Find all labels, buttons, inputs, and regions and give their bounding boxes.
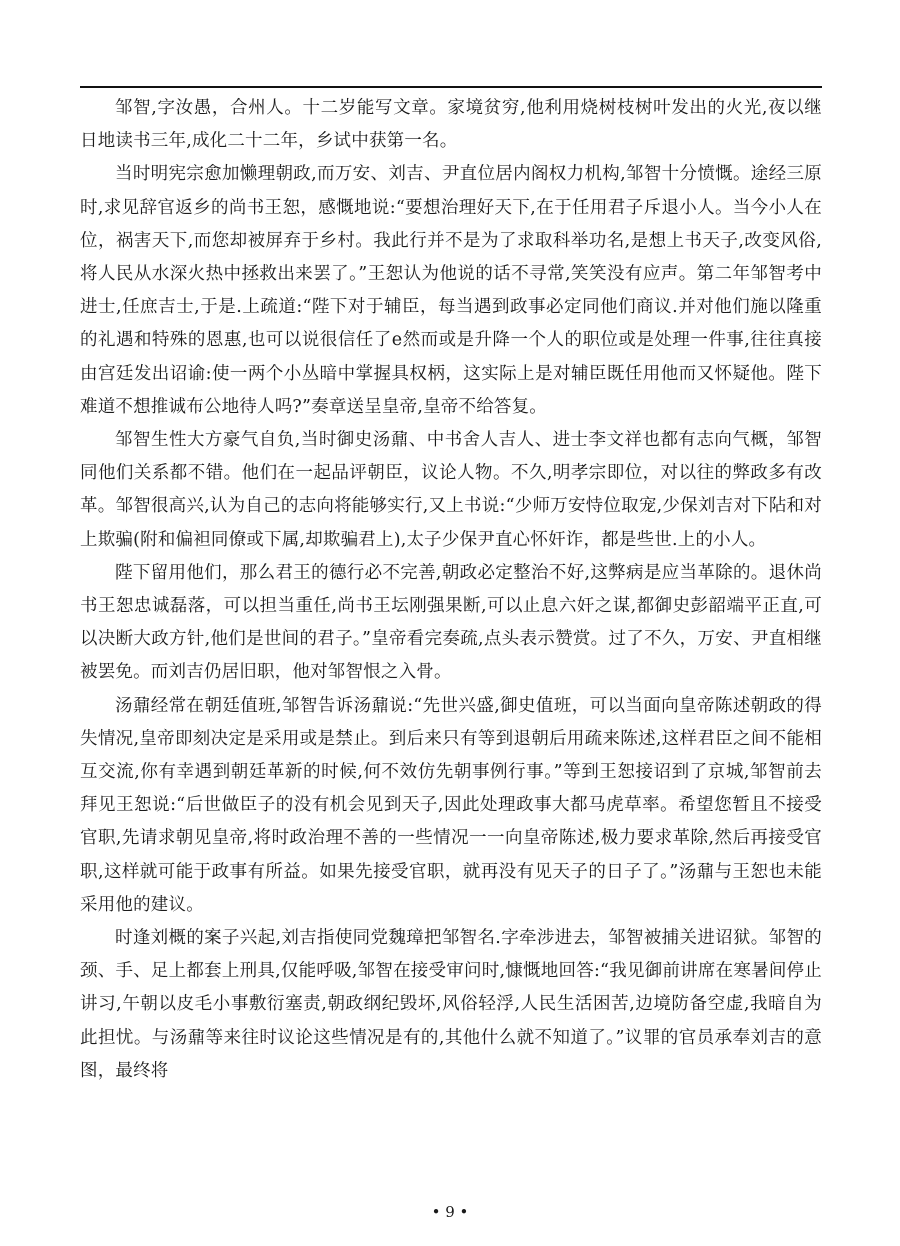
paragraph-5: 汤鼐经常在朝廷值班,邹智告诉汤鼐说:“先世兴盛,御史值班，可以当面向皇帝陈述朝政的得失情况,皇帝即刻决定是采用或是禁止。到后来只有等到退朝后用疏来陈述,这样君臣之间不能相互交流,你有幸遇到朝廷革新的时候,何不效仿先朝事例行事。”等到王恕接诏到了京城,邹智前去拜见王恕说:“后世做臣子的没有机会见到天子,因此处理政事大都马虎草率。希望您暂且不接受官职,先请求朝见皇帝,将时政治理不善的一些情况一一向皇帝陈述,极力要求革除,然后再接受官职,这样就可能于政事有所益。如果先接受官职，就再没有见天子的日子了。”汤鼐与王恕也未能采用他的建议。 (80, 695, 822, 915)
header-rule (80, 86, 822, 88)
paragraph-2: 当时明宪宗愈加懒理朝政,而万安、刘吉、尹直位居内阁权力机构,邹智十分愤慨。途经三原时,求见辞官返乡的尚书王恕，感慨地说:“要想治理好天下,在于任用君子斥退小人。当今小人在位，祸害天下,而您却被屏弃于乡村。我此行并不是为了求取科举功名,是想上书天子,改变风俗,将人民从水深火热中拯救出来罢了。”王恕认为他说的话不寻常,笑笑没有应声。第二年邹智考中进士,任庶吉士,于是.上疏道:“陛下对于辅臣，每当遇到政事必定同他们商议.并对他们施以隆重的礼遇和特殊的恩惠,也可以说很信任了e然而或是升降一个人的职位或是处理一件事,往往真接由宫廷发出诏谕:使一两个小丛暗中掌握具权柄，这实际上是对辅臣既任用他而又怀疑他。陛下难道不想推诚布公地待人吗?”奏章送呈皇帝,皇帝不给答复。 (80, 164, 822, 417)
paragraph-6: 时逢刘概的案子兴起,刘吉指使同党魏璋把邹智名.字牵涉进去，邹智被捕关进诏狱。邹智的颈、手、足上都套上刑具,仅能呼吸,邹智在接受审问时,慷慨地回答:“我见御前讲席在寒暑间停止讲习,午朝以皮毛小事敷衍塞责,朝政纲纪毁坏,风俗轻浮,人民生活困苦,边境防备空虚,我暗自为此担忧。与汤鼐等来往时议论这些情况是有的,其他什么就不知道了。”议罪的官员承奉刘吉的意图，最终将 (80, 928, 822, 1081)
page-number: • 9 • (431, 1203, 469, 1221)
paragraph-4: 陛下留用他们，那么君王的德行必不完善,朝政必定整治不好,这弊病是应当革除的。退休尚书王恕忠诚磊落，可以担当重任,尚书王坛刚强果断,可以止息六奸之谋,都御史彭韶端平正直,可以决断大政方针,他们是世间的君子。”皇帝看完奏疏,点头表示赞赏。过了不久，万安、尹直相继被罢免。而刘吉仍居旧职，他对邹智恨之入骨。 (80, 562, 822, 683)
body-text (80, 92, 822, 1088)
paragraph-1: 邹智,字汝愚，合州人。十二岁能写文章。家境贫穷,他利用烧树枝树叶发出的火光,夜以继日地读书三年,成化二十二年，乡试中获第一名。 (80, 98, 822, 152)
paragraph-3: 邹智生性大方豪气自负,当时御史汤鼐、中书舍人吉人、进士李文祥也都有志向气概，邹智同他们关系都不错。他们在一起品评朝臣，议论人物。不久,明孝宗即位，对以往的弊政多有改革。邹智很高兴,认为自己的志向将能够实行,又上书说:“少师万安恃位取宠,少保刘吉对下阽和对上欺骗(附和偏袒同僚或下属,却欺骗君上),太子少保尹直心怀奸诈，都是些世.上的小人。 (80, 430, 822, 550)
